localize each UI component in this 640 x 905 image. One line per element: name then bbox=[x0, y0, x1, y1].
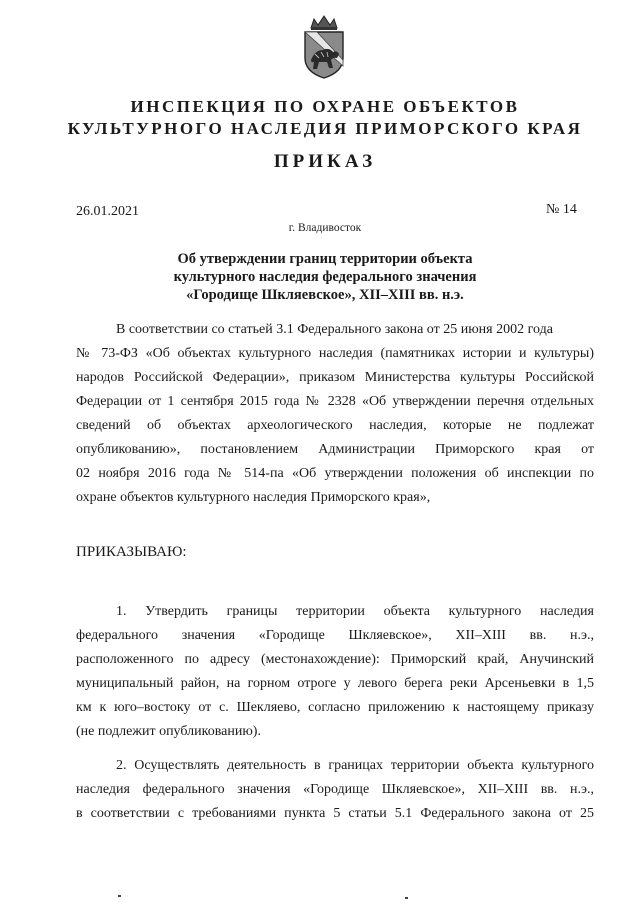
document-type-title: ПРИКАЗ bbox=[273, 151, 377, 172]
subject-line-3: «Городище Шкляевское», XII–XIII вв. н.э. bbox=[186, 287, 464, 303]
item-2-line: наследия федерального значения «Городище Шкляевское», XII–XIII вв. н.э., bbox=[76, 782, 594, 797]
preamble-line: № 73-ФЗ «Об объектах культурного наследия (памятниках истории и культуры) bbox=[76, 346, 594, 361]
item-2-line: 2. Осуществлять деятельность в границах территории объекта культурного bbox=[116, 758, 594, 773]
document-city: г. Владивосток bbox=[288, 222, 362, 234]
preamble-line: В соответствии со статьей 3.1 Федерального закона от 25 июня 2002 года bbox=[116, 322, 553, 337]
item-1-line: км к юго–востоку от с. Шекляево, согласно приложению к настоящему приказу bbox=[76, 700, 594, 715]
order-directive-word: ПРИКАЗЫВАЮ: bbox=[76, 544, 187, 560]
subject-line-2: культурного наследия федерального значения bbox=[173, 269, 477, 285]
preamble-line: сведений об объектах археологического наследия, которые не подлежат bbox=[76, 418, 594, 433]
coat-of-arms-emblem bbox=[297, 14, 351, 80]
item-1-line: 1. Утвердить границы территории объекта культурного наследия bbox=[116, 604, 594, 619]
agency-name bbox=[60, 96, 590, 140]
item-1-line: расположенного по адресу (местонахождение): Приморский край, Анучинский bbox=[76, 652, 594, 667]
document-subject bbox=[110, 250, 540, 304]
agency-name-line-1: ИНСПЕКЦИЯ ПО ОХРАНЕ ОБЪЕКТОВ bbox=[130, 97, 520, 116]
preamble-line: народов Российской Федерации», приказом Министерства культуры Российской bbox=[76, 370, 594, 385]
document-date: 26.01.2021 bbox=[76, 204, 139, 219]
item-1-line: муниципальный район, на горном отроге у левого берега реки Арсеньевки в 1,5 bbox=[76, 676, 594, 691]
subject-line-1: Об утверждении границ территории объекта bbox=[177, 251, 473, 267]
scan-speck bbox=[118, 895, 121, 897]
agency-name-line-2: КУЛЬТУРНОГО НАСЛЕДИЯ ПРИМОРСКОГО КРАЯ bbox=[67, 119, 583, 138]
preamble-line: опубликованию», постановлением Администрации Приморского края от bbox=[76, 442, 594, 457]
item-1-line: (не подлежит опубликованию). bbox=[76, 724, 261, 739]
preamble-line: Федерации от 1 сентября 2015 года № 2328 «Об утверждении перечня отдельных bbox=[76, 394, 594, 409]
item-2-line: в соответствии с требованиями пункта 5 статьи 5.1 Федерального закона от 25 bbox=[76, 806, 594, 821]
preamble-line: охране объектов культурного наследия Приморского края», bbox=[76, 490, 431, 505]
scan-speck bbox=[405, 897, 408, 899]
document-number: № 14 bbox=[546, 202, 577, 217]
item-1-line: федерального значения «Городище Шкляевское», XII–XIII вв. н.э., bbox=[76, 628, 594, 643]
preamble-line: 02 ноября 2016 года № 514-па «Об утверждении положения об инспекции по bbox=[76, 466, 594, 481]
